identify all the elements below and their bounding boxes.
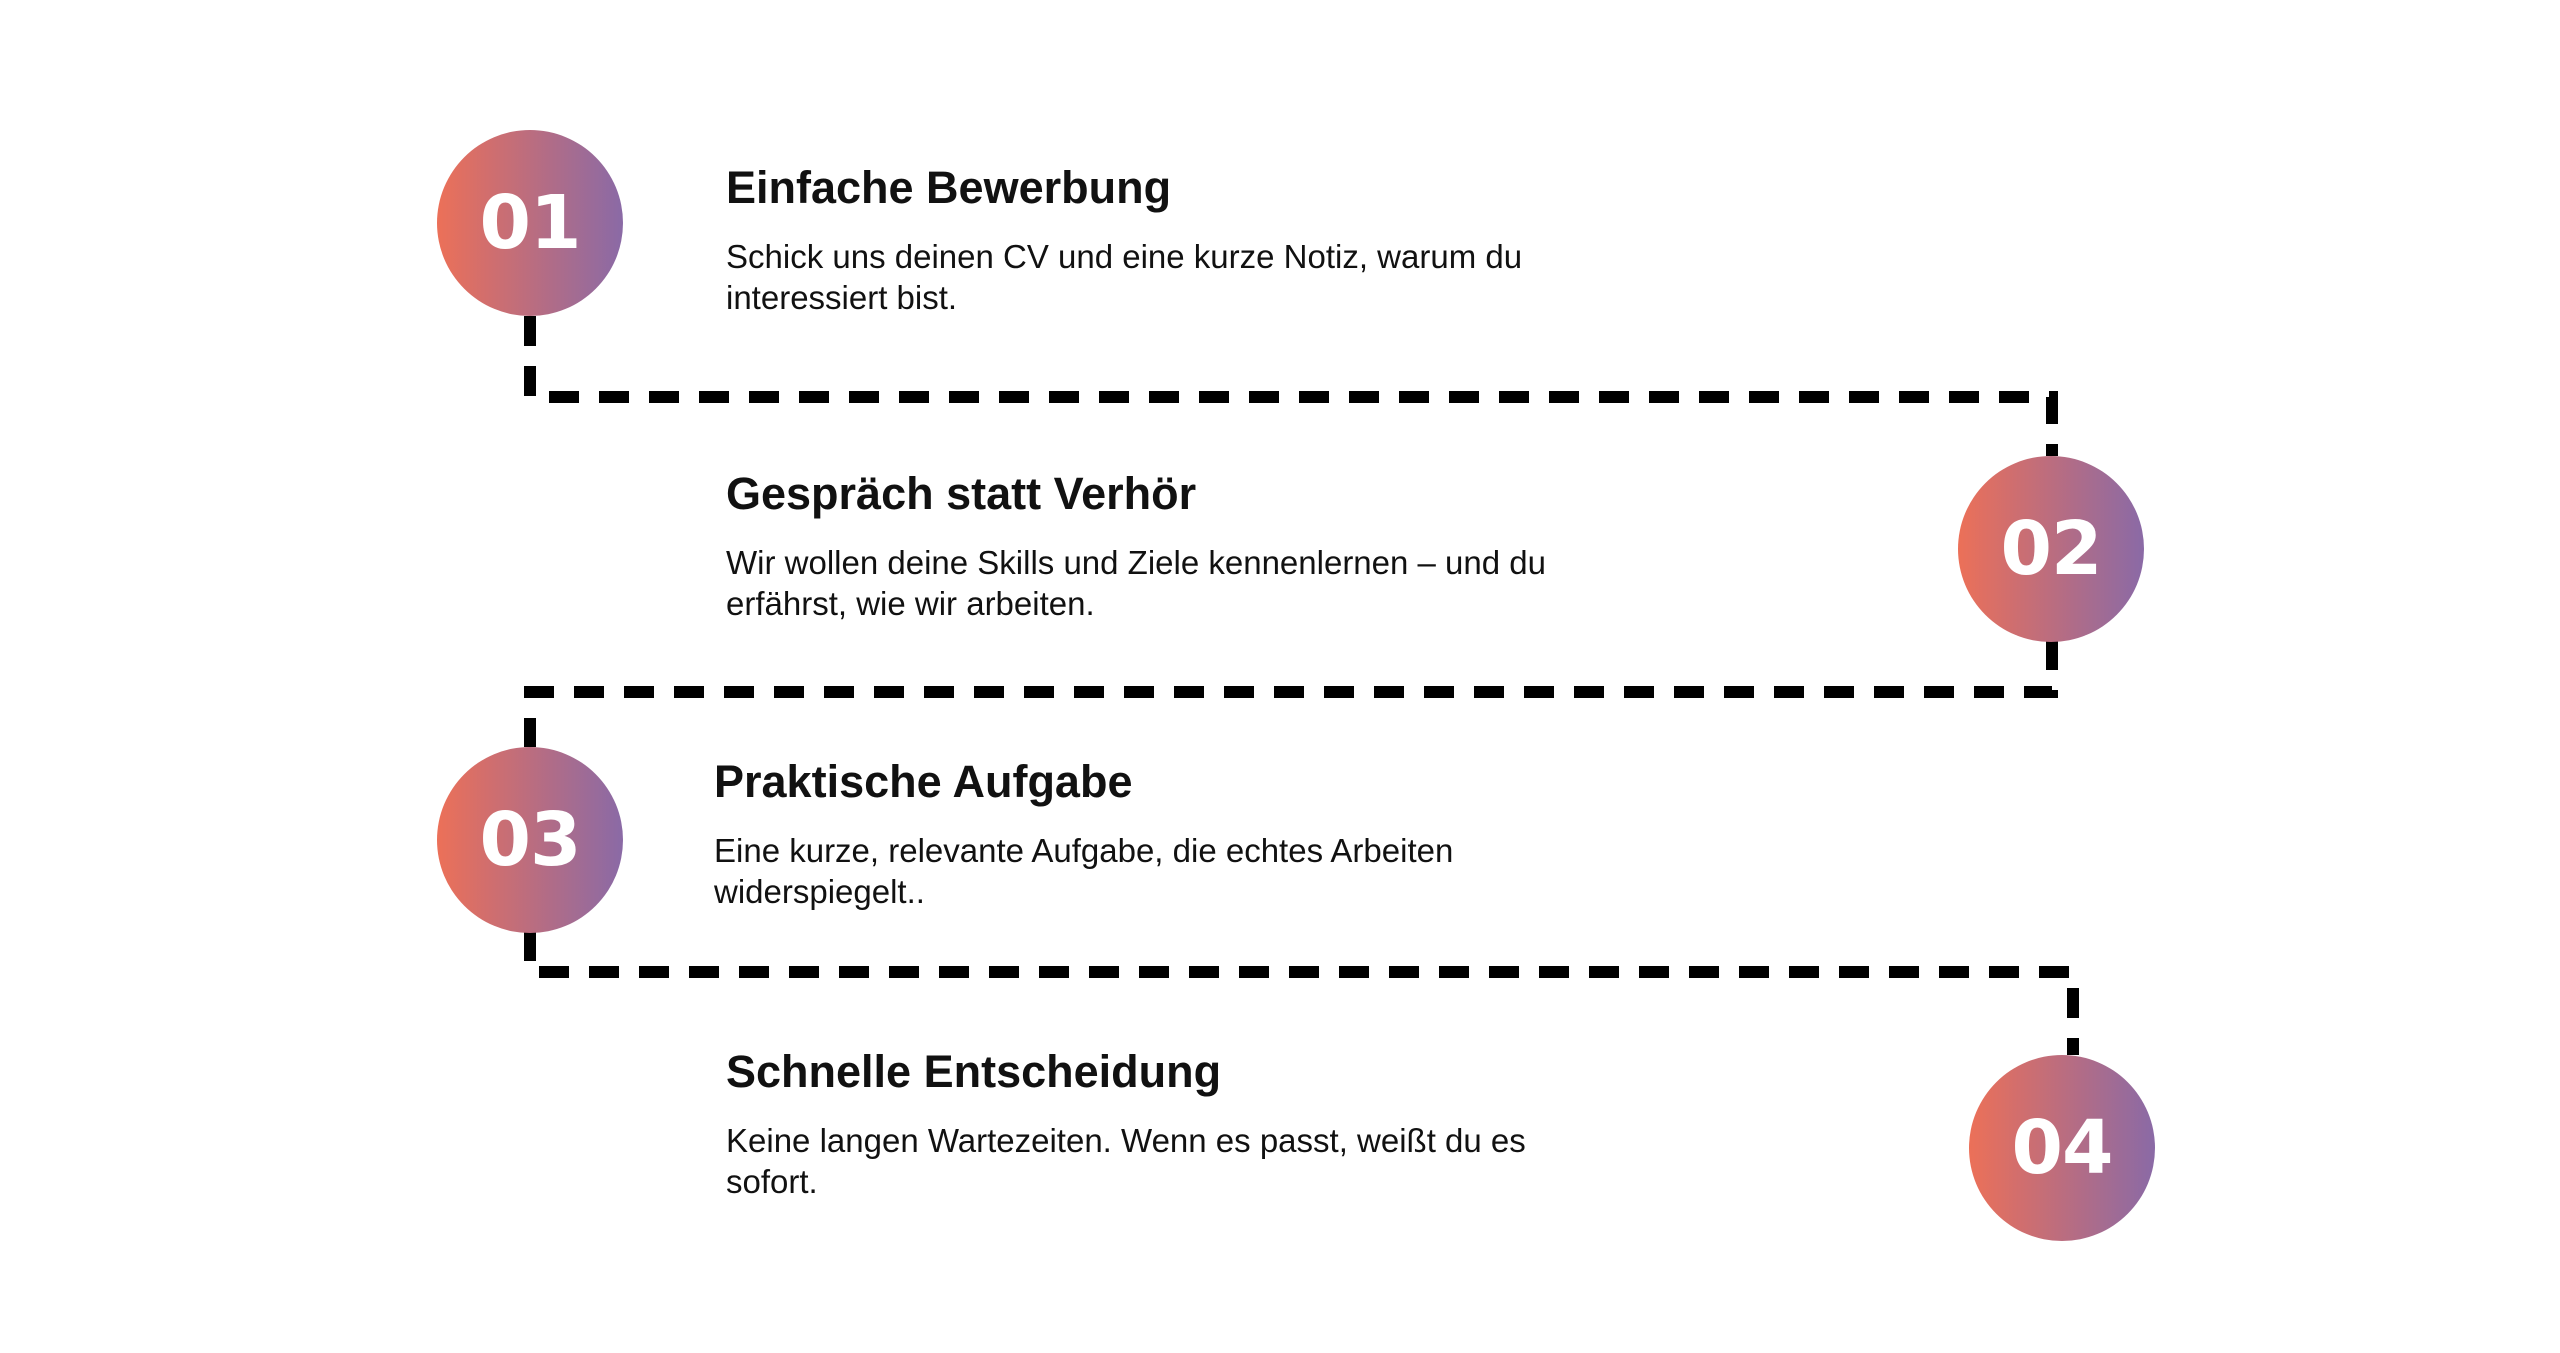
step-title: Schnelle Entscheidung xyxy=(726,1046,1222,1097)
step-badge-04 xyxy=(1969,1055,2155,1241)
connector-03-04 xyxy=(530,931,2073,1055)
step-title: Praktische Aufgabe xyxy=(714,756,1133,807)
step-title: Gespräch statt Verhör xyxy=(726,468,1197,519)
connector-01-02 xyxy=(530,316,2052,456)
step-number: 04 xyxy=(2011,1105,2113,1191)
step-02 xyxy=(726,466,1626,624)
step-description: Eine kurze, relevante Aufgabe, die echtes Arbeiten widerspiegelt.. xyxy=(714,832,1454,910)
step-number: 03 xyxy=(479,797,581,883)
step-title: Einfache Bewerbung xyxy=(726,162,1172,213)
step-01 xyxy=(726,160,1626,318)
step-description: Wir wollen deine Skills und Ziele kennenlernen – und du erfährst, wie wir arbeiten. xyxy=(726,544,1546,622)
step-badge-02 xyxy=(1958,456,2144,642)
step-number: 02 xyxy=(2000,506,2102,592)
step-description: Keine langen Wartezeiten. Wenn es passt, weißt du es sofort. xyxy=(726,1122,1526,1200)
step-description: Schick uns deinen CV und eine kurze Notiz, warum du interessiert bist. xyxy=(726,238,1523,316)
step-number: 01 xyxy=(479,180,581,266)
connector-02-03 xyxy=(530,640,2052,747)
step-badge-03 xyxy=(437,747,623,933)
step-badge-01 xyxy=(437,130,623,316)
step-04 xyxy=(726,1044,1626,1202)
step-03 xyxy=(714,754,1614,912)
